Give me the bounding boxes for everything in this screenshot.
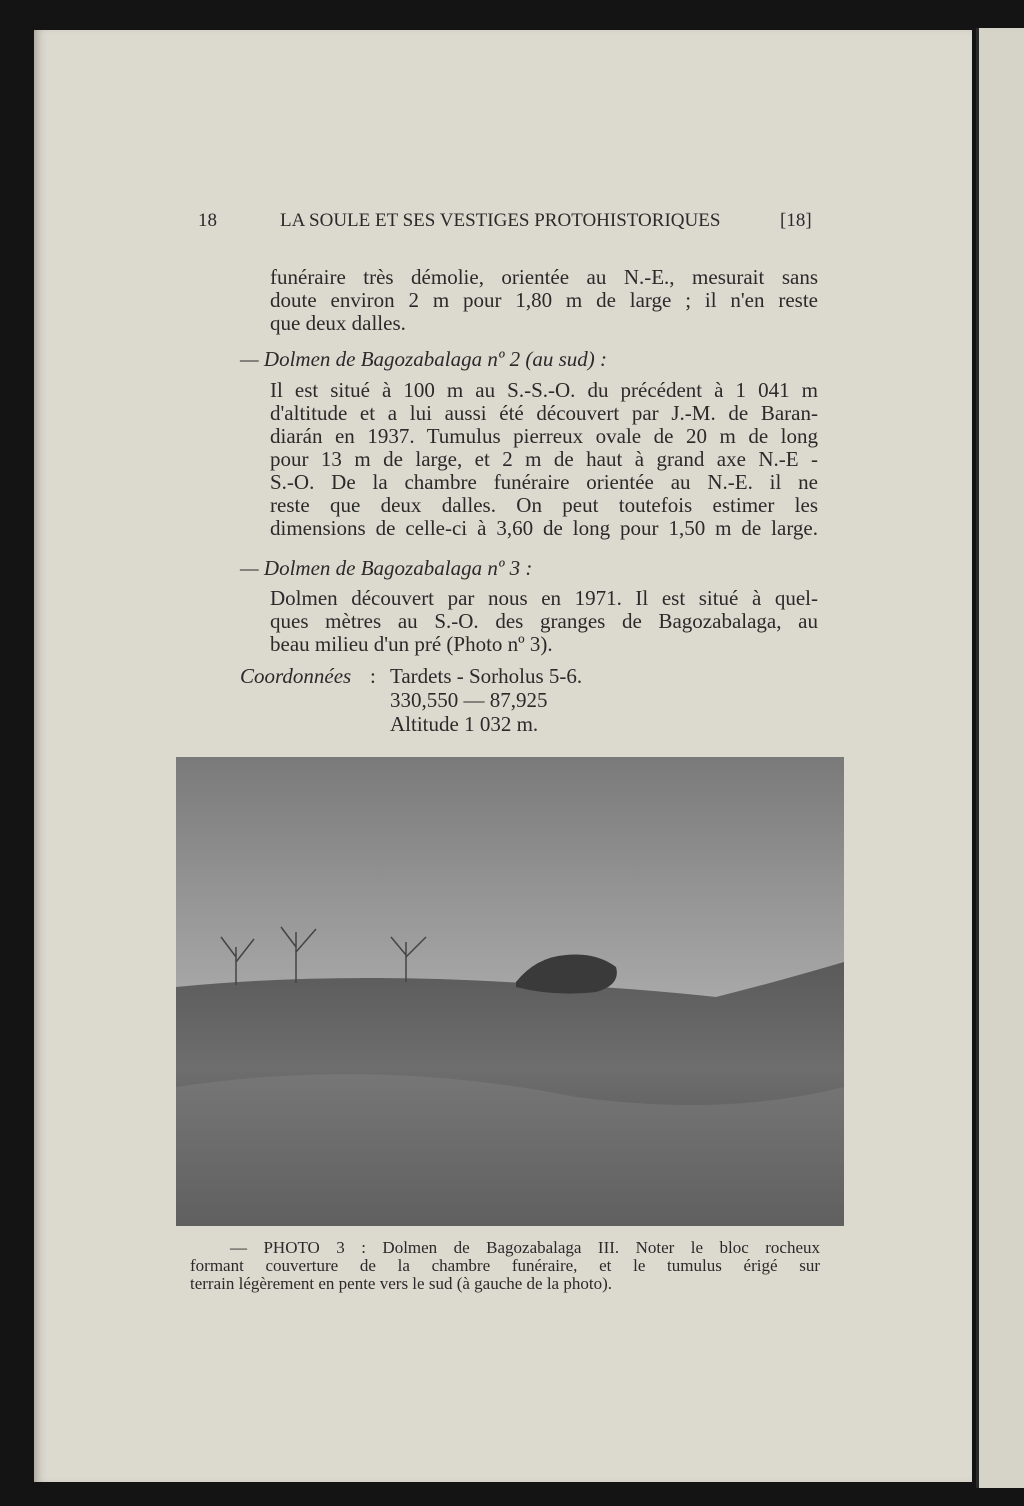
text-line: Dolmen découvert par nous en 1971. Il est situé à quel-	[270, 586, 818, 610]
coords-line: 330,550 — 87,925	[390, 688, 548, 712]
text-line: Il est situé à 100 m au S.-S.-O. du précédent à 1 041 m	[270, 378, 818, 402]
page-number: 18	[198, 210, 217, 231]
photo-caption-line: formant couverture de la chambre funéraire, et le tumulus érigé sur	[190, 1256, 820, 1275]
section-heading: — Dolmen de Bagozabalaga nº 2 (au sud) :	[240, 347, 607, 371]
coords-line: Altitude 1 032 m.	[390, 712, 539, 736]
text-line: beau milieu d'un pré (Photo nº 3).	[270, 632, 553, 656]
section-heading: — Dolmen de Bagozabalaga nº 3 :	[240, 556, 533, 580]
text-line: S.-O. De la chambre funéraire orientée au N.-E. il ne	[270, 470, 818, 494]
text-line: reste que deux dalles. On peut toutefois estimer les	[270, 493, 818, 517]
coords-line: Tardets - Sorholus 5-6.	[390, 664, 583, 688]
text-line: d'altitude et a lui aussi été découvert par J.-M. de Baran-	[270, 401, 818, 425]
running-title: LA SOULE ET SES VESTIGES PROTOHISTORIQUES	[280, 210, 721, 231]
text-line: diarán en 1937. Tumulus pierreux ovale de 20 m de long	[270, 424, 818, 448]
photo-caption-line: terrain légèrement en pente vers le sud (à gauche de la photo).	[190, 1274, 612, 1293]
text-line: doute environ 2 m pour 1,80 m de large ; il n'en reste	[270, 288, 818, 312]
text-line: pour 13 m de large, et 2 m de haut à grand axe N.-E -	[270, 447, 818, 471]
coords-label: Coordonnées	[240, 664, 352, 688]
dolmen-photo	[176, 757, 844, 1226]
photo-caption-line: — PHOTO 3 : Dolmen de Bagozabalaga III. Noter le bloc rocheux	[230, 1238, 820, 1257]
text-line: que deux dalles.	[270, 311, 406, 335]
next-page-edge	[976, 28, 1024, 1488]
text-line: dimensions de celle-ci à 3,60 de long pour 1,50 m de large.	[270, 516, 818, 540]
text-line: ques mètres au S.-O. des granges de Bagozabalaga, au	[270, 609, 818, 633]
coords-separator: :	[370, 664, 376, 688]
bracket-page-number: [18]	[780, 210, 812, 231]
text-line: funéraire très démolie, orientée au N.-E., mesurait sans	[270, 265, 818, 289]
